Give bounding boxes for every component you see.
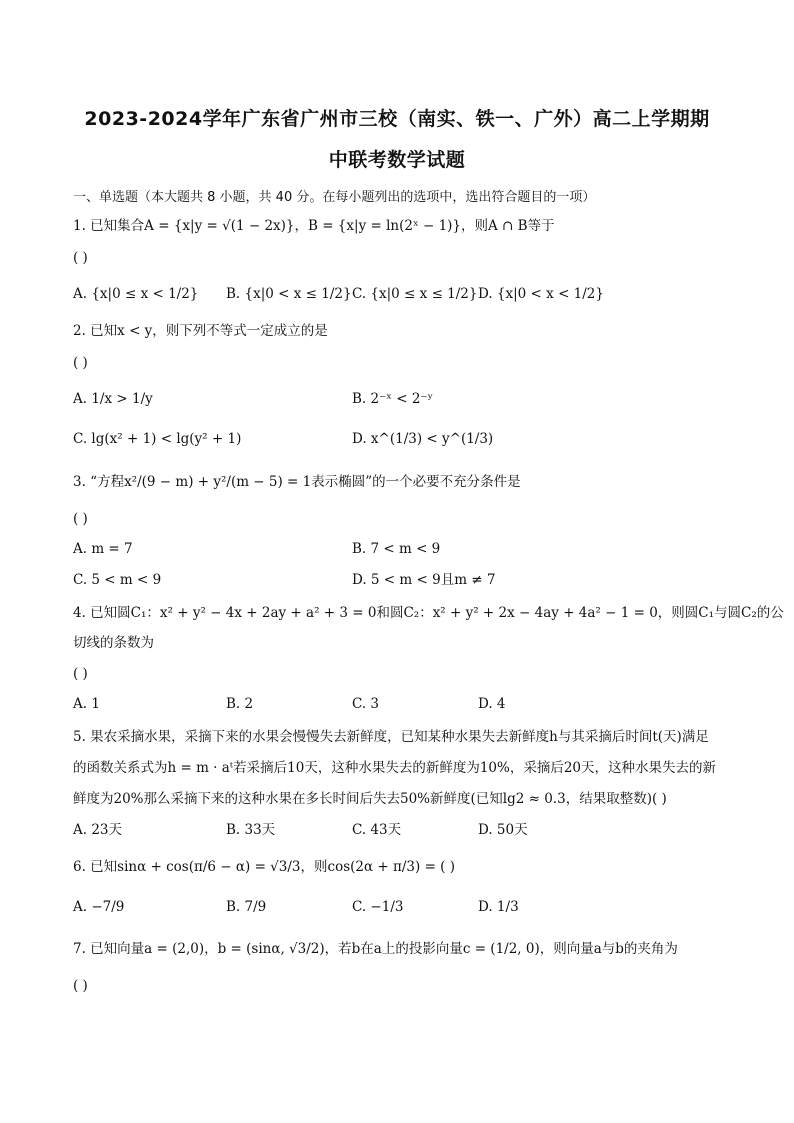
q1-stem: 1. 已知集合A = {x|y = √(1 − 2x)}，B = {x|y = ln(2ˣ − 1)}，则A ∩ B等于	[73, 218, 555, 234]
q4-paren: ( )	[73, 666, 88, 682]
q6-option-a: A. −7/9	[73, 899, 125, 915]
q4-option-c: C. 3	[352, 696, 380, 712]
q3-option-b: B. 7 < m < 9	[352, 541, 441, 557]
q1-option-b: B. {x|0 < x ≤ 1/2}	[226, 286, 352, 302]
q7-stem: 7. 已知向量a = (2,0)，b = (sinα, √3/2)，若b在a上的投影向量c = (1/2, 0)，则向量a与b的夹角为	[73, 941, 678, 957]
exam-title-line1: 2023-2024学年广东省广州市三校（南实、铁一、广外）高二上学期期	[84, 108, 710, 130]
q2-option-a: A. 1/x > 1/y	[73, 391, 153, 407]
q3-stem: 3. “方程x²/(9 − m) + y²/(m − 5) = 1表示椭圆”的一个必要不充分条件是	[73, 474, 521, 490]
q5-stem-line3: 鲜度为20%那么采摘下来的这种水果在多长时间后失去50%新鲜度(已知lg2 ≈ 0.3，结果取整数)( )	[73, 791, 667, 807]
q4-option-a: A. 1	[73, 696, 100, 712]
q2-paren: ( )	[73, 355, 88, 371]
q2-stem: 2. 已知x < y，则下列不等式一定成立的是	[73, 323, 328, 339]
q1-option-a: A. {x|0 ≤ x < 1/2}	[73, 286, 199, 302]
q4-option-b: B. 2	[226, 696, 254, 712]
q5-stem-line1: 5. 果农采摘水果，采摘下来的水果会慢慢失去新鲜度，已知某种水果失去新鲜度h与其采摘后时间t(天)满足	[73, 729, 709, 745]
q2-option-c: C. lg(x² + 1) < lg(y² + 1)	[73, 431, 242, 447]
q5-option-d: D. 50天	[478, 822, 528, 838]
q5-stem-line2: 的函数关系式为h = m · aᵗ若采摘后10天，这种水果失去的新鲜度为10%，采摘后20天，这种水果失去的新	[73, 760, 717, 776]
q2-option-b: B. 2⁻ˣ < 2⁻ʸ	[352, 391, 434, 407]
q2-option-d: D. x^(1/3) < y^(1/3)	[352, 431, 494, 447]
q6-stem: 6. 已知sinα + cos(π/6 − α) = √3/3，则cos(2α + π/3) = ( )	[73, 859, 455, 875]
q3-option-c: C. 5 < m < 9	[73, 572, 162, 588]
q5-option-c: C. 43天	[352, 822, 402, 838]
q6-option-d: D. 1/3	[478, 899, 519, 915]
q7-paren: ( )	[73, 978, 88, 994]
q3-option-a: A. m = 7	[73, 541, 133, 557]
section-heading: 一、单选题（本大题共 8 小题，共 40 分。在每小题列出的选项中，选出符合题目的一项）	[73, 190, 596, 205]
q5-option-a: A. 23天	[73, 822, 123, 838]
q4-stem-line1: 4. 已知圆C₁：x² + y² − 4x + 2ay + a² + 3 = 0和圆C₂：x² + y² + 2x − 4ay + 4a² − 1 = 0，则圆C₁与圆C₂的公	[73, 605, 784, 621]
q1-option-d: D. {x|0 < x < 1/2}	[478, 286, 604, 302]
q4-option-d: D. 4	[478, 696, 506, 712]
q1-paren: ( )	[73, 250, 88, 266]
q4-stem-line2: 切线的条数为	[73, 635, 154, 651]
q5-option-b: B. 33天	[226, 822, 276, 838]
exam-title-line2: 中联考数学试题	[328, 149, 466, 171]
q3-option-d: D. 5 < m < 9且m ≠ 7	[352, 572, 496, 588]
q6-option-c: C. −1/3	[352, 899, 404, 915]
q6-option-b: B. 7/9	[226, 899, 267, 915]
q3-paren: ( )	[73, 511, 88, 527]
q1-option-c: C. {x|0 ≤ x ≤ 1/2}	[352, 286, 478, 302]
